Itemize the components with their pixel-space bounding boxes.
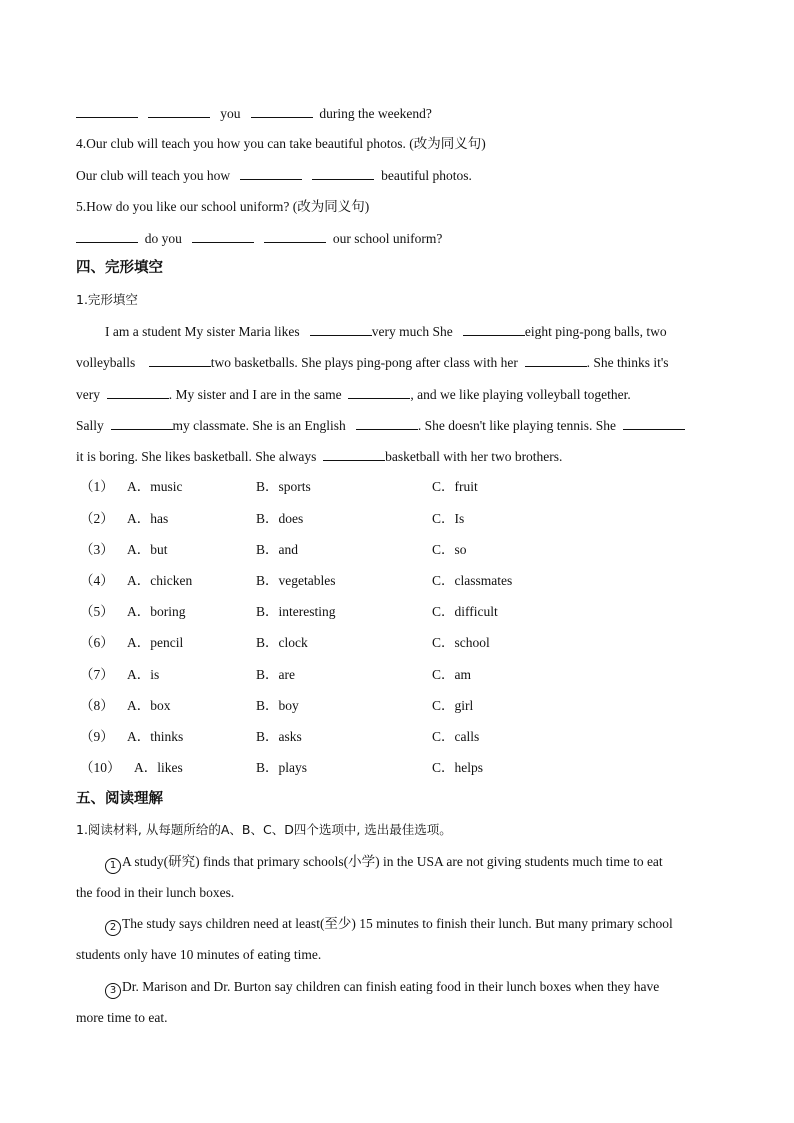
passage-line-1 — [105, 322, 667, 341]
reading-paragraph-1-line-2: the food in their lunch boxes. — [76, 885, 235, 900]
paragraph-number-badge: 2 — [105, 920, 121, 936]
option-row — [76, 634, 716, 652]
option-number: （3） — [80, 542, 114, 557]
paragraph-text: A study(研究) finds that primary schools(小学) in the USA are not giving students much time to eat — [122, 854, 663, 869]
cloze-blank-4[interactable] — [525, 353, 587, 367]
option-a[interactable]: A．pencil — [127, 635, 184, 650]
reading-paragraph-3-line-2: more time to eat. — [76, 1010, 168, 1025]
paragraph-text: The study says children need at least(至少) 15 minutes to finish their lunch. But many primary school — [122, 916, 673, 931]
option-row — [76, 728, 716, 746]
option-number: （8） — [80, 698, 114, 713]
option-row — [76, 759, 716, 777]
option-c[interactable]: C．am — [432, 667, 471, 682]
option-c[interactable]: C．helps — [432, 760, 484, 775]
option-b[interactable]: B．interesting — [256, 604, 336, 619]
option-number: （4） — [80, 573, 114, 588]
cloze-blank-10[interactable] — [323, 447, 385, 461]
passage-line-2 — [76, 353, 669, 372]
option-b[interactable]: B．plays — [256, 760, 308, 775]
option-c[interactable]: C．difficult — [432, 604, 498, 619]
reading-paragraph-1-line-1 — [105, 853, 663, 874]
option-row — [76, 697, 716, 715]
cloze-blank-5[interactable] — [107, 385, 169, 399]
q4-answer-line — [76, 166, 472, 185]
option-c[interactable]: C．girl — [432, 698, 474, 713]
q5-word-end: our school uniform? — [332, 231, 443, 246]
q5-word-doyou: do you — [144, 231, 182, 246]
passage-text: very — [76, 387, 100, 402]
passage-text: I am a student My sister Maria likes — [105, 324, 300, 339]
answer-blank[interactable] — [264, 229, 326, 243]
q4-prompt: 4.Our club will teach you how you can take beautiful photos. (改为同义句) — [76, 136, 486, 151]
option-row — [76, 572, 716, 590]
answer-blank[interactable] — [76, 229, 138, 243]
reading-paragraph-3-line-1 — [105, 978, 659, 999]
section-heading-cloze: 四、完形填空 — [76, 260, 163, 276]
paragraph-number-badge: 1 — [105, 858, 121, 874]
option-number: （7） — [80, 667, 114, 682]
option-number: （1） — [80, 479, 114, 494]
cloze-blank-3[interactable] — [149, 353, 211, 367]
option-c[interactable]: C．Is — [432, 511, 465, 526]
q3-word-you: you — [220, 106, 241, 121]
option-a[interactable]: A．thinks — [127, 729, 184, 744]
option-a[interactable]: A．boring — [127, 604, 186, 619]
reading-instruction: 1.阅读材料, 从每题所给的A、B、C、D四个选项中, 选出最佳选项。 — [76, 822, 452, 837]
passage-text: . She thinks it's — [586, 355, 669, 370]
q4-answer-start: Our club will teach you how — [76, 168, 231, 183]
cloze-subtitle: 1.完形填空 — [76, 292, 138, 307]
option-number: （5） — [80, 604, 114, 619]
answer-blank[interactable] — [240, 166, 302, 180]
passage-text: volleyballs — [76, 355, 136, 370]
q5-answer-line — [76, 229, 442, 248]
option-row — [76, 541, 716, 559]
paragraph-number-badge: 3 — [105, 983, 121, 999]
option-b[interactable]: B．and — [256, 542, 298, 557]
option-c[interactable]: C．classmates — [432, 573, 513, 588]
option-row — [76, 666, 716, 684]
option-b[interactable]: B．does — [256, 511, 304, 526]
option-b[interactable]: B．vegetables — [256, 573, 336, 588]
option-a[interactable]: A．box — [127, 698, 171, 713]
option-a[interactable]: A．music — [127, 479, 183, 494]
cloze-blank-7[interactable] — [111, 416, 173, 430]
answer-blank[interactable] — [148, 104, 210, 118]
option-a[interactable]: A．but — [127, 542, 168, 557]
passage-line-5 — [76, 447, 562, 466]
option-a[interactable]: A．has — [127, 511, 169, 526]
option-b[interactable]: B．asks — [256, 729, 302, 744]
cloze-blank-8[interactable] — [356, 416, 418, 430]
option-b[interactable]: B．clock — [256, 635, 308, 650]
option-number: （2） — [80, 511, 114, 526]
option-b[interactable]: B．boy — [256, 698, 299, 713]
option-number: （10） — [80, 760, 121, 775]
passage-line-4 — [76, 416, 685, 435]
passage-text: it is boring. She likes basketball. She always — [76, 449, 317, 464]
paragraph-text: Dr. Marison and Dr. Burton say children can finish eating food in their lunch boxes when they have — [122, 979, 660, 994]
cloze-blank-1[interactable] — [310, 322, 372, 336]
q3-word-end: during the weekend? — [319, 106, 432, 121]
passage-text: , and we like playing volleyball together. — [410, 387, 631, 402]
q3-answer-line — [76, 104, 432, 123]
cloze-blank-6[interactable] — [348, 385, 410, 399]
option-a[interactable]: A．chicken — [127, 573, 193, 588]
passage-text: basketball with her two brothers. — [385, 449, 563, 464]
option-c[interactable]: C．school — [432, 635, 490, 650]
option-row — [76, 510, 716, 528]
option-c[interactable]: C．fruit — [432, 479, 478, 494]
q5-prompt: 5.How do you like our school uniform? (改为同义句) — [76, 199, 370, 214]
cloze-blank-2[interactable] — [463, 322, 525, 336]
section-heading-reading: 五、阅读理解 — [76, 791, 163, 807]
option-number: （6） — [80, 635, 114, 650]
option-c[interactable]: C．so — [432, 542, 467, 557]
reading-paragraph-2-line-1 — [105, 915, 673, 936]
passage-text: two basketballs. She plays ping-pong after class with her — [210, 355, 518, 370]
option-b[interactable]: B．are — [256, 667, 295, 682]
option-a[interactable]: A．likes — [134, 760, 183, 775]
answer-blank[interactable] — [192, 229, 254, 243]
option-row — [76, 478, 716, 496]
option-c[interactable]: C．calls — [432, 729, 480, 744]
answer-blank[interactable] — [312, 166, 374, 180]
passage-text: my classmate. She is an English — [172, 418, 346, 433]
option-row — [76, 603, 716, 621]
passage-text: very much She — [371, 324, 453, 339]
q4-answer-end: beautiful photos. — [381, 168, 472, 183]
option-b[interactable]: B．sports — [256, 479, 311, 494]
option-a[interactable]: A．is — [127, 667, 160, 682]
answer-blank[interactable] — [251, 104, 313, 118]
passage-line-3 — [76, 385, 631, 404]
passage-text: . My sister and I are in the same — [168, 387, 342, 402]
passage-text: eight ping-pong balls, two — [524, 324, 667, 339]
answer-blank[interactable] — [76, 104, 138, 118]
reading-paragraph-2-line-2: students only have 10 minutes of eating time. — [76, 947, 322, 962]
passage-text: . She doesn't like playing tennis. She — [417, 418, 617, 433]
option-number: （9） — [80, 729, 114, 744]
passage-text: Sally — [76, 418, 104, 433]
cloze-blank-9[interactable] — [623, 416, 685, 430]
